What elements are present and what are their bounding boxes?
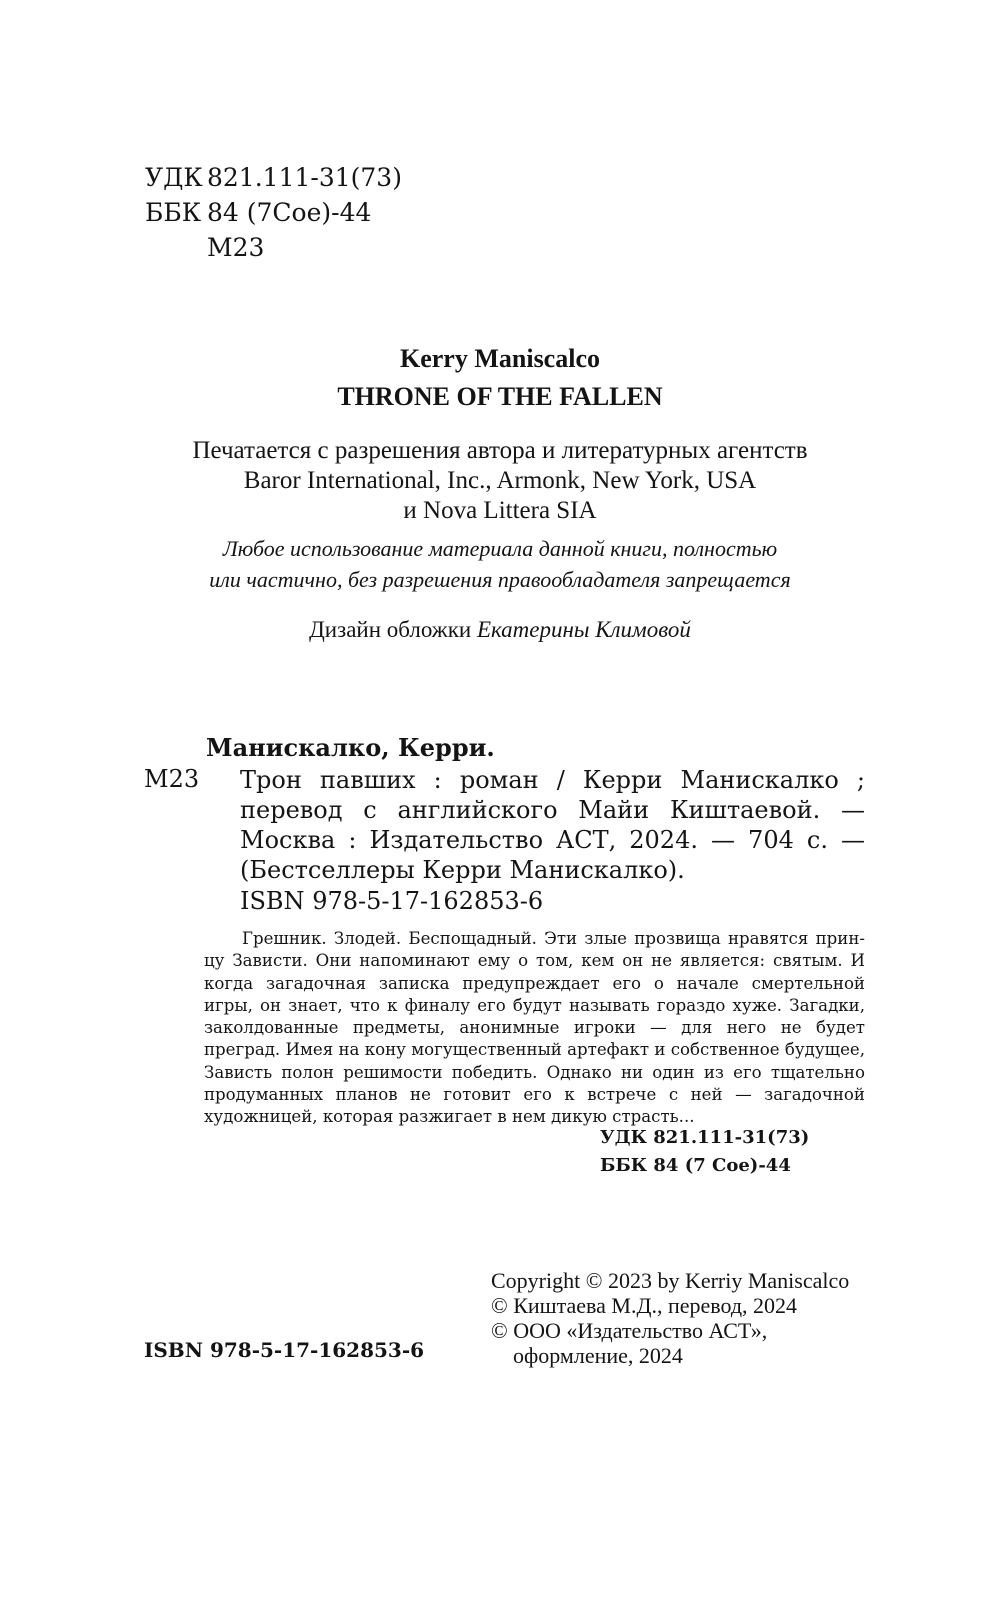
copyright-line-4: оформление, 2024 [513,1343,683,1368]
udk-line [145,160,402,195]
catalog-author-heading: Манискалко, Керри. [206,733,495,762]
bbk-label: ББК [145,198,202,227]
udk-label: УДК [145,163,203,192]
rights-line-1: Любое использование материала данной книги, полностью [222,536,778,561]
permission-line-2: Baror International, Inc., Armonk, New York, USA [243,467,757,494]
copyright-line-2: © Киштаева М.Д., перевод, 2024 [491,1293,798,1318]
permission-line-1: Печатается с разрешения автора и литературных агентств [192,437,808,464]
author-mark-line [145,230,402,265]
copyright-line-3: © ООО «Издательство АСТ», [491,1318,768,1343]
catalog-description: Трон павших : роман / Керри Манискалко ; перевод с английского Майи Киштаевой. — Москва : Издательство АСТ, 2024. — 704 с. — (Бестселлеры Керри Манискалко). [240,766,865,884]
annotation-bbk: ББК 84 (7 Сое)-44 [600,1155,791,1176]
author-mark: М23 [207,233,265,262]
cover-design-label: Дизайн обложки [309,617,472,642]
rights-notice [0,533,1000,595]
annotation-udk: УДК 821.111-31(73) [600,1127,810,1148]
original-author: Kerry Maniscalco [400,344,600,373]
bbk-line [145,195,402,230]
classification-block [145,160,402,265]
catalog-isbn: ISBN 978-5-17-162853-6 [240,887,544,915]
permission-line-3: и Nova Littera SIA [403,497,597,524]
cover-design-credit [0,617,1000,643]
bottom-isbn: ISBN 978-5-17-162853-6 [144,1338,425,1362]
original-title: THRONE OF THE FALLEN [337,382,663,411]
annotation-text: Грешник. Злодей. Беспощадный. Эти злые прозвища нравятся принцу Зависти. Они напоминают ему о том, кем он не является: святым. И когда загадочная записка предупреждает его о начале смертельной игры, он знает, что к финалу его будут называть гораздо хуже. Загадки, заколдованные предметы, анонимные игроки — для него не будет преград. Имея на кону могущественный артефакт и собственное будущее, Зависть полон решимости победить. Однако ни один из его тщательно продуманных планов не готовит его к встрече с ней — загадочной художницей, которая разжигает в нем дикую страсть... [204,929,865,1127]
cover-designer: Екатерины Климовой [476,617,691,642]
annotation-codes [600,1124,809,1180]
permission-block [0,436,1000,526]
rights-line-2: или частично, без разрешения правообладателя запрещается [209,567,791,592]
catalog-code: М23 [144,765,200,793]
copyright-line-1: Copyright © 2023 by Kerriy Maniscalco [491,1268,850,1293]
udk-value: 821.111-31(73) [207,163,402,192]
copyright-block [491,1268,849,1368]
bbk-value: 84 (7Сое)-44 [207,198,372,227]
